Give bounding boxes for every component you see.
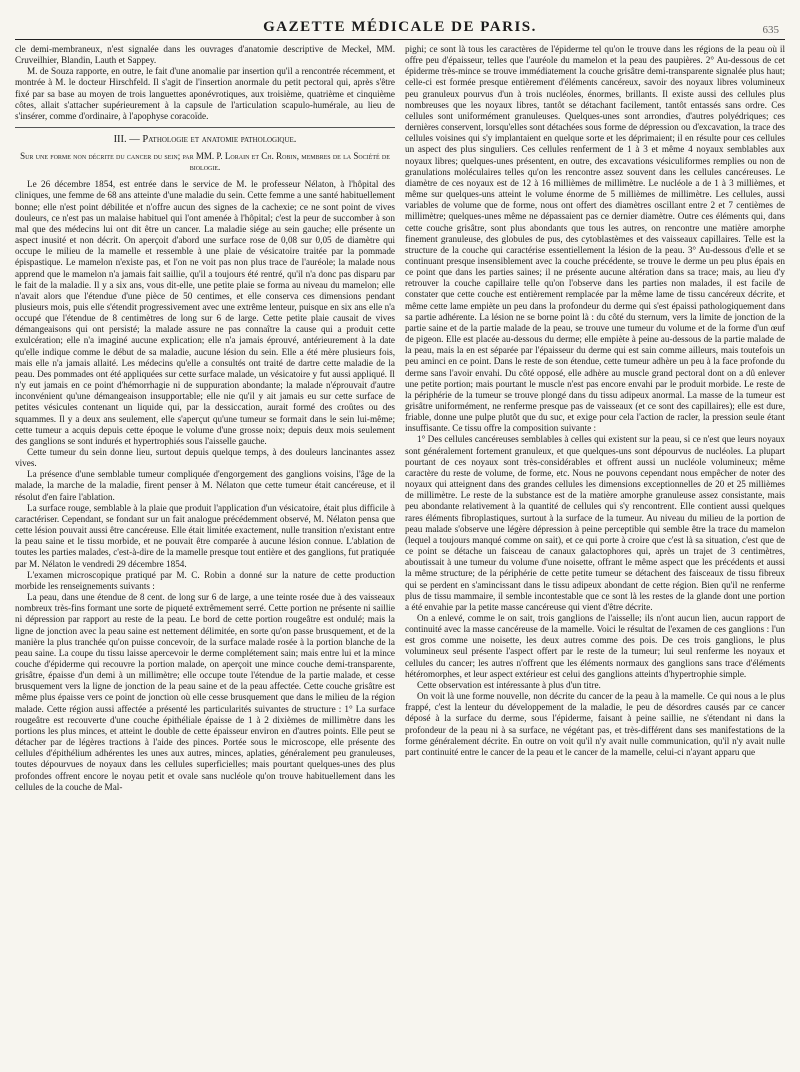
right-column — [405, 44, 785, 793]
page-number: 635 — [762, 24, 779, 36]
running-header — [15, 14, 785, 40]
left-column — [15, 44, 395, 793]
paragraph: 1° Des cellules cancéreuses semblables à celles qui existent sur la peau, si ce n'est que leurs noyaux sont généralement fortement granuleux, et que quelques-uns sont dépourvus de nucléoles. La plupart pourtant de ces noyaux sont très-considérables et offrent aussi un nucléole volumineux; même caractère du reste de volume, de forme, etc. Nous ne pouvons cependant nous empêcher de noter des noyaux qui atteignent dans des grandes cellules les dimensions exceptionnelles de 20 et 25 millièmes de millimètre. Le reste de la substance est de la matière amorphe granuleuse assez consistante, mais peu abondante relativement à la quantité de cellules qui s'y rencontrent. Elle contient aussi quelques rares éléments fibroplastiques, surtout à la surface de la tumeur. Au niveau du milieu de la portion de peau malade s'observe une légère dépression à peine perceptible qui semble être la trace du mamelon (lequel a toujours manqué comme on sait), et ce qui porte à croire que c'est là sa situation, c'est que de ce point se détache un faisceau de canaux galactophores qui, après un trajet de 3 centimètres, aboutissait à une tumeur du volume d'une noisette, offrant le même aspect que les précédents et aussi la même structure; de la périphérie de cette petite tumeur se détachent des faisceaux de tissu fibreux qui se perdent en s'amincissant dans le tissu adipeux abondant de cette région. Bien qu'il ne renferme plus de tissu mammaire, il semble incontestable que ce sont là les restes de la glande dont une portion a été envahie par la petite masse cancéreuse qui vient d'être décrite. — [405, 434, 785, 612]
paragraph: La surface rouge, semblable à la plaie que produit l'application d'un vésicatoire, était plus difficile à caractériser. Cependant, se fondant sur un fait analogue précédemment observé, M. Nélaton pensa que cette lésion pouvait aussi être cancéreuse. Elle était limitée exactement, nulle transition n'existant entre la peau saine et le tissu morbide, et ne pouvait être comparée à aucune lésion connue. L'ablation de toutes les parties malades, c'est-à-dire de la mamelle presque tout entière et des ganglions, fut pratiquée par M. Nélaton le vendredi 29 décembre 1854. — [15, 502, 395, 569]
paragraph: M. de Souza rapporte, en outre, le fait d'une anomalie par insertion qu'il a rencontrée récemment, et montrée à M. le docteur Hirschfeld. Il s'agit de l'insertion anormale du petit pectoral qui, après s'être fixé par sa base au moyen de trois languettes aponévrotiques, aux troisième, quatrième et cinquième côtes, allait s'attacher supérieurement à la capsule de l'articulation scapulo-humérale, au lieu de s'insérer, comme d'ordinaire, à l'apophyse coracoïde. — [15, 66, 395, 121]
section-heading: III. — Pathologie et anatomie pathologique. — [113, 134, 297, 146]
journal-title: GAZETTE MÉDICALE DE PARIS. — [263, 19, 537, 35]
article-title: Sur une forme non décrite du cancer du sein; par MM. P. Lorain et Ch. Robin, membres de la Société de biologie. — [20, 151, 390, 173]
paragraph: pighi; ce sont là tous les caractères de l'épiderme tel qu'on le trouve dans les régions de la peau où il offre peu d'épaisseur, telles que l'auréole du mamelon et la peau des paupières. 2° Au-dessous de cet épiderme très-mince se trouve immédiatement la couche grisâtre demi-transparente signalée plus haut; celle-ci est formée presque entièrement d'éléments cancéreux, savoir des noyaux libres volumineux peu granuleux pourvus d'un à trois nucléoles, énormes, brillants. Il existe aussi des cellules plus nombreuses que les noyaux libres, tantôt se détachant facilement, tantôt entassés sans ordre. Ces cellules sont uniformément granuleuses. Quelques-unes sont arrondies, d'autres polyédriques; ces dernières conservent, lorsqu'elles sont détachées sous forme de dépression ou d'excavation, la trace des cellules voisines qui s'y implantaient en quelque sorte et les déprimaient; il en résulte pour ces cellules un aspect des plus singuliers. Ces cellules renferment de 1 à 3 et même 4 noyaux semblables aux noyaux libres; quelques-unes présentent, en outre, des excavations vésiculiformes remplies ou non de granulations moléculaires telles qu'on les rencontre assez souvent dans les cellules cancéreuses. Le diamètre de ces noyaux est de 12 à 16 millièmes de millimètre. Le nucléole a de 1 à 3 millièmes, et même sur quelques-uns atteint le volume énorme de 5 millièmes de millimètre. Les cellules, aussi variables de volume que de forme, nous ont offert des diamètres oscillant entre 2 et 7 centièmes de millimètre; quelques-unes même ne dépassaient pas ce dernier diamètre. Outre ces éléments qui, dans cette couche grisâtre, sont plus abondants que tous les autres, on rencontre une matière amorphe finement granuleuse, des globules de pus, des cytoblastèmes et des vaisseaux capillaires. Telle est la structure de la couche qui caractérise essentiellement la lésion de la peau. 3° Au-dessous d'elle et se continuant presque insensiblement avec la couche précédente, se trouve le derme un peu plus épais en ce point que dans les parties saines; il ne présente aucune altération dans sa trace; mais, au lieu d'y retrouver la couche capillaire telle qu'on l'observe dans les parties non malades, il est facile de constater que cette couche est entièrement remplacée par la même lame de tissu cancéreux décrite, et même cette lame empiète un peu dans la profondeur du derme qui s'est épaissi pathologiquement dans sa partie adhérente. La lésion ne se borne point là : du côté du sternum, vers la limite de jonction de la partie saine et de la partie malade de la peau, se trouve une tumeur du volume et de la forme d'un œuf de pigeon. Elle est placée au-dessous du derme; elle empiète à peine au-dessous de la partie malade de la peau, mais la en est séparée par l'épaisseur du derme qui est sain comme ailleurs, mais toutefois un peu aminci en ce point. Dans le reste de son étendue, cette tumeur adhère un peu à la face profonde du derme sans l'avoir envahi. Du côté opposé, elle adhère au muscle grand pectoral dont on a dû enlever une petite portion; mais pourtant le muscle n'est pas encore envahi par le produit morbide. Le reste de la périphérie de la tumeur se trouve plongé dans du tissu adipeux anormal. La masse de la tumeur est grisâtre uniformément, ne renferme presque pas de vaisseaux (et ce sont des capillaires); elle est dure, friable, donne une pulpe plutôt que du suc, et exige pour cela l'action de racler, la pression seule étant insuffisante. Ce tissu offre la composition suivante : — [405, 44, 785, 434]
page — [15, 0, 785, 793]
paragraph: Cette tumeur du sein donne lieu, surtout depuis quelque temps, à des douleurs lancinantes assez vives. — [15, 447, 395, 469]
paragraph: La peau, dans une étendue de 8 cent. de long sur 6 de large, a une teinte rosée due à des vaisseaux nombreux très-fins formant une sorte de piqueté extrêmement serré. Cette portion ne présente ni saillie ni dépression par rapport au reste de la peau. Le bord de cette portion rougeâtre est ondulé; mais la ligne de jonction avec la peau saine est nettement délimitée, en sorte qu'on passe brusquement, et de la manière la plus tranchée qu'on puisse concevoir, de la surface malade rosée à la portion blanche de la peau saine. La coupe du tissu laisse apercevoir le derme complétement sain; mais entre lui et la mince couche d'épiderme qui recouvre la portion malade, on aperçoit une mince couche demi-transparente, grisâtre, épaisse d'un demi à un millimètre; elle occupe toute l'étendue de la partie malade, et cesse brusquement vers la ligne de jonction de la peau saine et de la peau affectée. Cette couche grisâtre est même plus épaisse vers ce point de jonction où elle cesse brusquement que dans le milieu de la région malade. Cette région aussi affectée a présenté les particularités suivantes de structure : 1° La surface rougeâtre est recouverte d'une couche épithéliale épaisse de 1 à 2 dixièmes de millimètre dans les portions les plus minces, et atteint le double de cette épaisseur environ en d'autres points. Elle peut se détacher par de légères tractions à l'aide des pinces. Portée sous le microscope, elle présente des cellules d'épithélium adhérentes les unes aux autres, minces, aplaties, généralement peu granuleuses, toutes dépourvues de noyaux dans les cellules superficielles; mais pourtant quelques-unes des plus profondes offrent encore le noyau petit et ovale sans nucléole qu'on trouve habituellement dans les cellules de la couche de Mal- — [15, 592, 395, 792]
paragraph: Le 26 décembre 1854, est entrée dans le service de M. le professeur Nélaton, à l'hôpital des cliniques, une femme de 68 ans atteinte d'une maladie du sein. Cette femme a une santé habituellement bonne; elle n'est point débilitée et n'offre aucun des signes de la cachexie; ce ne sont point de vives douleurs, ce n'est pas un malaise habituel qui l'ont amenée à l'hôpital; c'est la peur de succomber à son mal que des médecins lui ont dit être un cancer. La maladie siége au sein gauche; elle présente un aspect inusité et non décrit. On aperçoit d'abord une surface rose de 0,08 sur 0,05 de diamètre qui occupe le milieu de la mamelle et ressemble à une plaie de vésicatoire traitée par la pommade épispastique. Le mamelon n'existe pas, et l'on ne voit pas non plus trace de l'auréole; la malade nous apprend que le mamelon n'a jamais fait saillie, qu'il a toujours été rentré, qu'il n'a donc pas disparu par le fait de la maladie. Il y a six ans, vous dit-elle, une petite plaie se forma au niveau du mamelon; elle n'avait alors que l'étendue d'une pièce de 50 centimes, et elle conserva ces dimensions pendant plusieurs mois, puis elle s'étendit progressivement avec une extrême lenteur, puisque en six ans elle n'a occupé que l'étendue de 8 centimètres de long sur 6 de large. Cette petite plaie causait de vives démangeaisons qui ont persisté; la malade assure ne pas connaître la cause qui a produit cette exulcération; elle n'a imaginé aucune explication; elle n'a jamais éprouvé, antérieurement à la date qu'elle indique comme le début de sa maladie, aucune lésion du sein. Elle a été mère plusieurs fois, mais elle n'a jamais allaité. Les médecins qu'elle a consultés ont traité de dartre cette maladie de la peau. Des pommades ont été appliquées sur cette surface malade, un vésicatoire y fut aussi appliqué. Il n'y eut jamais en ce point d'hémorrhagie ni de suppuration abondante; la malade n'éprouvait d'autre inconvénient qu'une démangeaison insupportable; elle nie qu'il y ait jamais eu sur cette surface de petites vésicules contenant un liquide qui, par la dessiccation, aurait formé des croûtes ou des squammes. Il y a deux ans seulement, elle s'aperçut qu'une tumeur se formait dans le sein lui-même; cette tumeur a acquis depuis cette époque le volume d'une grosse noix; depuis deux mois seulement des ganglions se sont indurés et hypertrophiés sous l'aisselle gauche. — [15, 179, 395, 446]
paragraph: On voit là une forme nouvelle, non décrite du cancer de la peau à la mamelle. Ce qui nous a le plus frappé, c'est la lenteur du développement de la maladie, le peu de désordres causés par ce cancer déposé à la surface du derme, sous l'épiderme, faisant à peine saillie, ne s'étendant ni dans la profondeur de la peau ni à sa surface, ne végétant pas, et très-différent dans ses manifestations de la forme généralement décrite. En outre on voit qu'il n'y avait nulle communication, qu'il n'y avait nulle part continuité entre le cancer de la peau et le cancer de la mamelle, celui-ci n'ayant apparu que — [405, 691, 785, 757]
two-column-body — [15, 44, 785, 793]
paragraph: Cette observation est intéressante à plus d'un titre. — [417, 679, 601, 690]
paragraph: La présence d'une semblable tumeur compliquée d'engorgement des ganglions voisins, l'âge de la malade, la marche de la maladie, firent penser à M. Nélaton que cette tumeur était cancéreuse, et il résolut d'en faire l'ablation. — [15, 469, 395, 502]
divider — [15, 127, 395, 128]
paragraph: L'examen microscopique pratiqué par M. C. Robin a donné sur la nature de cette production morbide les renseignements suivants : — [15, 569, 395, 591]
paragraph: On a enlevé, comme le on sait, trois ganglions de l'aisselle; ils n'ont aucun lien, aucun rapport de continuité avec la masse cancéreuse de la mamelle. Voici le résultat de l'examen de ces ganglions : l'un est gros comme une noisette, les deux autres comme des pois. De ces trois ganglions, le plus volumineux seul présente l'aspect offert par le reste de la tumeur; lui seul renferme les noyaux et cellules du cancer; les autres n'offrent que les éléments normaux des ganglions sans trace d'éléments hétéromorphes, et leur aspect extérieur est celui des ganglions atteints d'hypertrophie simple. — [405, 612, 785, 679]
paragraph: cle demi-membraneux, n'est signalée dans les ouvrages d'anatomie descriptive de Meckel, MM. Cruveilhier, Blandin, Lauth et Sappey. — [15, 44, 395, 66]
